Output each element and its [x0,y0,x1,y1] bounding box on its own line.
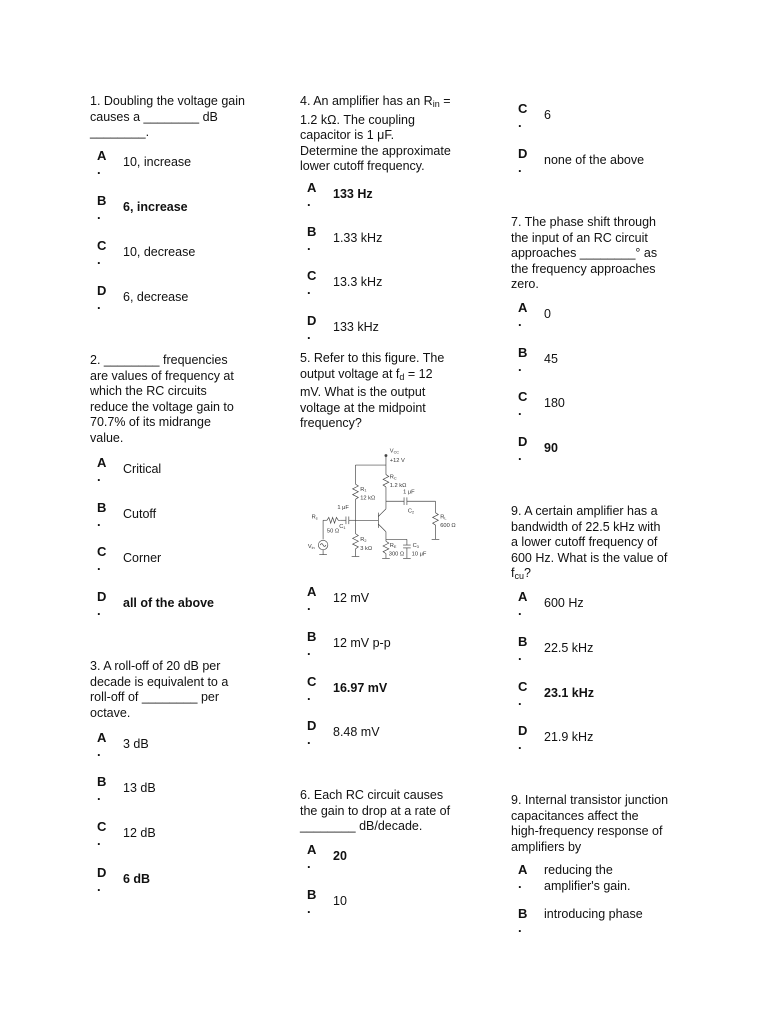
option-letter: B [97,774,107,789]
question-3 [90,659,260,721]
option-text: 10, increase [123,155,192,169]
option-dot: . [307,598,311,613]
option-text: 10 [333,894,347,908]
option-letter: C [97,544,107,559]
question-9b [511,793,681,855]
option-text: 21.9 kHz [544,730,594,744]
option-dot: . [97,252,101,267]
option-letter: B [97,500,107,515]
option-letter: C [307,674,317,689]
option-dot: . [518,115,522,130]
q5-rest: mV. What is the output voltage at the midpoint frequency? [300,385,426,430]
option-dot: . [307,282,311,297]
q7-option-c[interactable] [511,389,696,421]
option-dot: . [97,162,101,177]
q5-option-d[interactable] [300,718,485,750]
q9a-option-a[interactable] [511,589,696,621]
option-letter: A [307,842,317,857]
option-dot: . [307,643,311,658]
option-text: 13.3 kHz [333,275,383,289]
option-letter: D [518,723,528,738]
c3-value: 10 μF [411,551,427,558]
r1-label: R1 [360,486,367,493]
q5-option-b[interactable] [300,629,485,661]
question-4-text [300,94,470,175]
q5-line2-post: = 12 [404,366,433,381]
option-text: 133 kHz [333,320,379,334]
amplifier-circuit-figure [300,446,470,566]
option-letter: D [307,313,317,328]
vcc-value: +12 V [389,458,405,465]
option-letter: A [518,589,528,604]
question-2-text: 2. ________ frequencies are values of frequency at which the RC circuits reduce the voltage gain to 70.7% of its midrange value. [90,353,234,445]
q9a-sub-cu: cu [514,571,524,581]
option-letter: C [307,268,317,283]
option-text: 6, decrease [123,290,189,304]
option-text: 10, decrease [123,245,196,259]
q1-option-c[interactable] [90,238,275,270]
question-1 [90,94,260,141]
q4-option-c[interactable] [300,268,485,300]
option-dot: . [307,901,311,916]
option-text: all of the above [123,596,214,610]
option-dot: . [97,297,101,312]
option-dot: . [518,737,522,752]
q1-option-b[interactable] [90,193,275,225]
option-letter: C [518,679,528,694]
option-text: 3 dB [123,737,149,751]
q9b-option-b[interactable] [511,906,696,938]
q4-line1-post: = [439,94,451,108]
option-text: 0 [544,307,551,321]
q2-option-c[interactable] [90,544,275,576]
option-dot: . [518,876,522,891]
rs-label: Rs [311,514,318,521]
q9a-last: f [511,566,515,580]
option-text: 12 dB [123,826,156,840]
question-7 [511,215,681,293]
option-letter: D [97,865,107,880]
q6-option-a[interactable] [300,842,485,874]
option-text: 180 [544,396,565,410]
option-dot: . [97,558,101,573]
option-text: introducing phase [544,907,643,921]
option-dot: . [97,514,101,529]
q4-line1: 4. An amplifier has an R [300,94,433,108]
c2-value: 1 μF [403,489,415,496]
q4-option-b[interactable] [300,224,485,256]
option-dot: . [518,920,522,935]
q9a-option-d[interactable] [511,723,696,755]
q5-line2: output voltage at f [300,366,400,381]
option-dot: . [97,788,101,803]
r2-value: 3 kΩ [360,545,373,552]
option-text: 20 [333,849,347,863]
q9b-option-a[interactable] [511,862,696,894]
option-dot: . [97,469,101,484]
option-dot: . [307,194,311,209]
option-letter: C [518,101,528,116]
q6-option-c[interactable] [511,101,696,133]
q6-option-b[interactable] [300,887,485,919]
r1-value: 12 kΩ [360,495,376,502]
q5-line1: 5. Refer to this figure. The [300,351,445,365]
question-2 [90,353,260,446]
option-letter: A [518,862,528,877]
q3-option-c[interactable] [90,819,275,851]
option-dot: . [307,327,311,342]
option-text: Corner [123,551,162,565]
q4-option-d[interactable] [300,313,485,345]
option-dot: . [307,688,311,703]
question-9a [511,504,681,585]
c3-label: C3 [412,542,419,549]
q7-option-d[interactable] [511,434,696,466]
option-letter: D [518,434,528,449]
question-7-text: 7. The phase shift through the input of an RC circuit approaches ________° as the frequency approaches zero. [511,215,658,291]
question-9a-text [511,504,681,585]
q4-rest: 1.2 kΩ. The coupling capacitor is 1 μF. Determine the approximate lower cutoff frequency. [300,112,451,173]
question-1-text: 1. Doubling the voltage gain causes a ________ dB ________. [90,94,245,139]
option-dot: . [97,833,101,848]
option-text: 16.97 mV [333,681,388,695]
q9a-option-b[interactable] [511,634,696,666]
option-dot: . [97,744,101,759]
q9a-option-c[interactable] [511,679,696,711]
q3-option-b[interactable] [90,774,275,806]
question-5-text [300,351,470,432]
question-3-text: 3. A roll-off of 20 dB per decade is equivalent to a roll-off of ________ per octave. [90,659,229,720]
re-value: 300 Ω [388,551,405,558]
option-text: 8.48 mV [333,725,380,739]
option-dot: . [97,603,101,618]
option-dot: . [518,160,522,175]
q7-option-a[interactable] [511,300,696,332]
q4-option-a[interactable] [300,180,485,212]
rl-label: RL [440,514,447,521]
rl-value: 600 Ω [440,522,456,529]
q3-option-a[interactable] [90,730,275,762]
option-letter: A [97,148,107,163]
option-dot: . [97,207,101,222]
option-letter: A [97,730,107,745]
option-text: 90 [544,441,558,455]
re-label: RE [389,542,397,549]
option-letter: C [518,389,528,404]
option-letter: B [307,887,317,902]
q2-option-a[interactable] [90,455,275,487]
q5-option-c[interactable] [300,674,485,706]
option-text: 1.33 kHz [333,231,383,245]
option-letter: A [307,584,317,599]
question-6 [300,788,470,835]
option-text: 22.5 kHz [544,641,594,655]
q9a-body: 9. A certain amplifier has a bandwidth of 22.5 kHz with a lower cutoff frequency of 600 Hz. What is the value of [511,504,668,565]
q6-option-d[interactable] [511,146,696,178]
option-dot: . [518,448,522,463]
option-letter: A [97,455,107,470]
option-text: 600 Hz [544,596,584,610]
option-text: 13 dB [123,781,156,795]
option-dot: . [307,732,311,747]
rc-label: RC [389,474,397,481]
option-letter: A [518,300,528,315]
question-5 [300,351,470,432]
option-letter: B [307,224,317,239]
option-letter: A [307,180,317,195]
option-text: 133 Hz [333,187,373,201]
option-letter: C [97,238,107,253]
vcc-label: VCC [389,448,400,455]
option-dot: . [518,648,522,663]
q2-option-d[interactable] [90,589,275,621]
question-6-text: 6. Each RC circuit causes the gain to drop at a rate of ________ dB/decade. [300,788,451,833]
q1-option-a[interactable] [90,148,275,180]
option-text: reducing the amplifier's gain. [544,863,631,893]
q1-option-d[interactable] [90,283,275,315]
rc-value: 1.2 kΩ [389,482,407,489]
option-text: 6 dB [123,872,151,886]
option-dot: . [518,603,522,618]
option-dot: . [518,403,522,418]
q2-option-b[interactable] [90,500,275,532]
option-dot: . [97,879,101,894]
option-text: Critical [123,462,162,476]
r2-label: R2 [360,537,367,544]
option-dot: . [518,314,522,329]
option-dot: . [307,856,311,871]
vin-label: Vin [307,543,315,550]
option-letter: B [307,629,317,644]
rs-value: 50 Ω [326,528,340,535]
option-letter: B [518,345,528,360]
question-9b-text: 9. Internal transistor junction capacitances affect the high-frequency response of amplifiers by [511,793,669,854]
c2-label: C2 [407,508,415,515]
q5-option-a[interactable] [300,584,485,616]
option-letter: B [97,193,107,208]
option-letter: D [97,283,107,298]
q9a-last-post: ? [524,566,531,580]
q5-sub-d: d [399,371,405,382]
q3-option-d[interactable] [90,865,275,897]
option-letter: B [518,634,528,649]
vcc-node [385,454,388,457]
option-dot: . [307,238,311,253]
option-text: 12 mV [333,591,370,605]
option-letter: C [97,819,107,834]
option-text: 45 [544,352,558,366]
option-text: none of the above [544,153,645,167]
option-letter: B [518,906,528,921]
option-dot: . [518,693,522,708]
question-4 [300,94,470,175]
option-text: 6 [544,108,551,122]
option-text: 6, increase [123,200,188,214]
option-dot: . [518,359,522,374]
option-text: 12 mV p-p [333,636,391,650]
option-letter: D [307,718,317,733]
option-text: Cutoff [123,507,157,521]
q4-sub-in: in [432,99,440,109]
option-letter: D [97,589,107,604]
c1-label: C1 [339,523,346,530]
q7-option-b[interactable] [511,345,696,377]
option-letter: D [518,146,528,161]
c1-value: 1 μF [337,504,349,511]
option-text: 23.1 kHz [544,686,595,700]
